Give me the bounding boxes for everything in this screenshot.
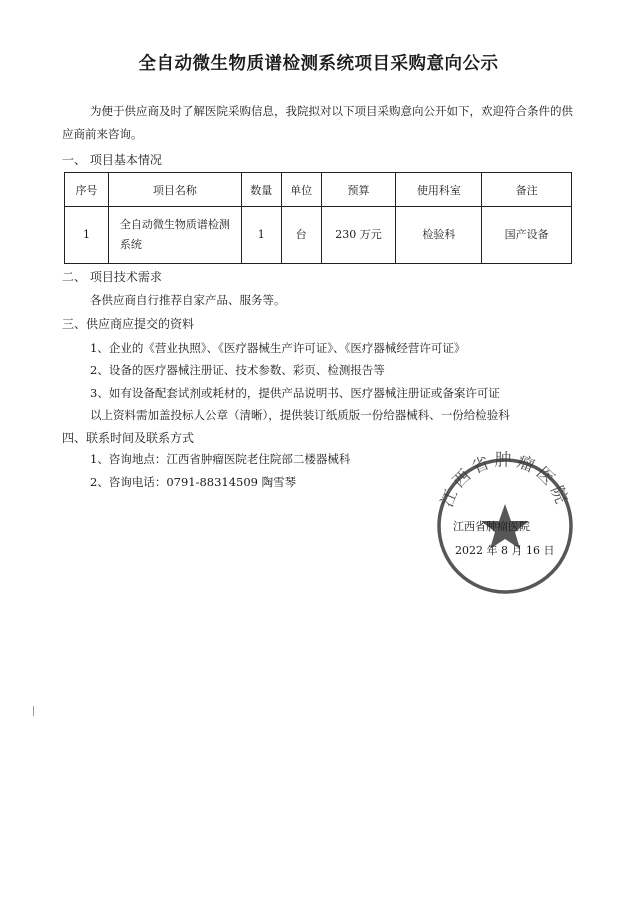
col-header-no: 序号 <box>65 173 109 207</box>
section-4-item: 2、咨询电话：0791-88314509 陶雪琴 <box>90 475 297 489</box>
svg-text:江西省肿瘤医院: 江西省肿瘤医院 <box>437 450 573 511</box>
intro-paragraph: 为便于供应商及时了解医院采购信息，我院拟对以下项目采购意向公开如下，欢迎符合条件的供应商前来咨询。 <box>62 104 573 141</box>
cell-dept: 检验科 <box>396 207 482 264</box>
project-table <box>64 172 572 264</box>
section-3-note: 以上资料需加盖投标人公章（清晰），提供装订纸质版一份给器械科、一份给检验科 <box>90 408 510 422</box>
col-header-note: 备注 <box>482 173 572 207</box>
cell-no: 1 <box>65 207 109 264</box>
cell-qty: 1 <box>241 207 281 264</box>
section-3-item: 3、如有设备配套试剂或耗材的，提供产品说明书、医疗器械注册证或备案许可证 <box>90 386 500 400</box>
section-3-heading: 三、供应商应提交的资料 <box>62 317 195 331</box>
col-header-name: 项目名称 <box>108 173 241 207</box>
cell-note: 国产设备 <box>482 207 572 264</box>
col-header-qty: 数量 <box>241 173 281 207</box>
section-3-item: 1、企业的《营业执照》、《医疗器械生产许可证》、《医疗器械经营许可证》 <box>90 341 466 355</box>
table-header-row <box>65 173 572 207</box>
table-row <box>65 207 572 264</box>
section-3-item: 2、设备的医疗器械注册证、技术参数、彩页、检测报告等 <box>90 363 385 377</box>
cell-unit: 台 <box>281 207 321 264</box>
cell-name <box>108 207 241 264</box>
section-4-item: 1、咨询地点：江西省肿瘤医院老住院部二楼器械科 <box>90 452 351 466</box>
cell-budget: 230 万元 <box>321 207 396 264</box>
margin-mark <box>33 706 34 716</box>
col-header-unit: 单位 <box>281 173 321 207</box>
section-2-text: 各供应商自行推荐自家产品、服务等。 <box>90 293 286 307</box>
document-title: 全自动微生物质谱检测系统项目采购意向公示 <box>138 54 499 74</box>
signature-date: 2022 年 8 月 16 日 <box>455 544 555 557</box>
section-4-heading: 四、联系时间及联系方式 <box>62 431 195 445</box>
section-2-heading: 二、 项目技术需求 <box>62 270 162 284</box>
col-header-budget: 预算 <box>321 173 396 207</box>
section-1-heading: 一、 项目基本情况 <box>62 153 162 167</box>
col-header-dept: 使用科室 <box>396 173 482 207</box>
cell-name-text: 全自动微生物质谱检测系统 <box>119 218 230 251</box>
signature-org: 江西省肿瘤医院 <box>453 520 530 533</box>
